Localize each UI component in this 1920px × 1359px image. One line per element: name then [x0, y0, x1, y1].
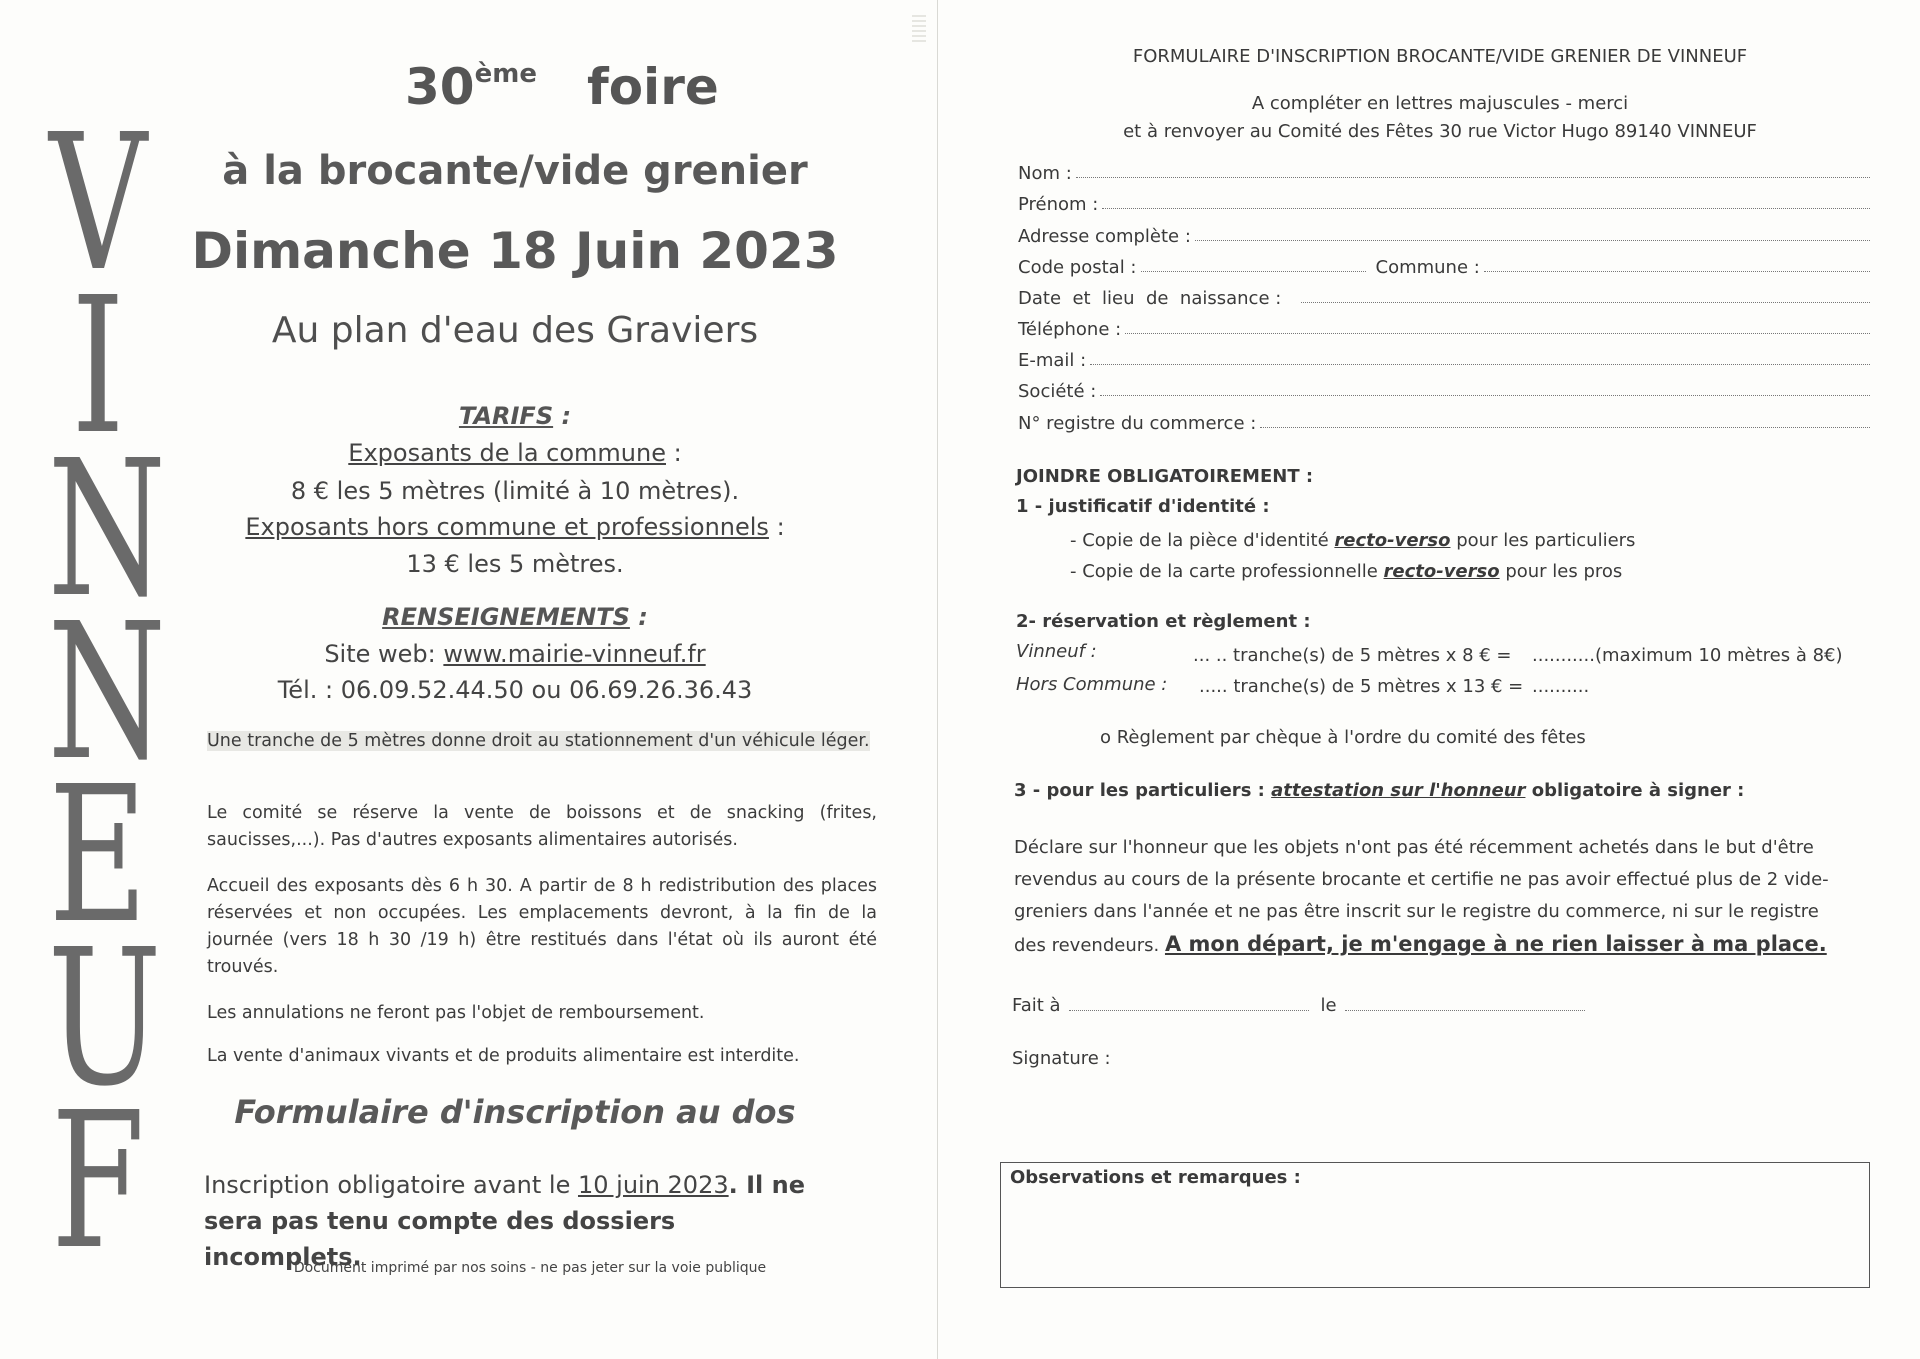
vertical-letter: E: [48, 746, 148, 965]
field-prenom[interactable]: [1018, 189, 1870, 215]
declaration: [1014, 832, 1854, 962]
renseignements-heading: [170, 603, 860, 631]
scan-artifact: [912, 12, 926, 42]
vinneuf-max[interactable]: ...........(maximum 10 mètres à 8€): [1532, 645, 1843, 666]
vertical-title: [28, 94, 168, 1291]
renseignements-heading-text: RENSEIGNEMENTS: [382, 603, 630, 631]
field-societe[interactable]: [1018, 376, 1870, 402]
field-societe-line[interactable]: [1100, 395, 1870, 396]
field-telephone[interactable]: [1018, 314, 1870, 340]
field-email[interactable]: [1018, 345, 1870, 371]
para-annulations: Les annulations ne feront pas l'objet de remboursement.: [207, 1003, 705, 1023]
section-1-heading: 1 - justificatif d'identité :: [1016, 496, 1270, 517]
fait-a-label: Fait à: [1012, 995, 1061, 1016]
tarifs-heading-text: TARIFS: [458, 402, 554, 430]
field-registre[interactable]: [1018, 408, 1870, 434]
observations-label: Observations et remarques :: [1010, 1167, 1301, 1188]
vertical-letter: U: [47, 909, 162, 1128]
bullet-carte-pro-emph: recto-verso: [1383, 561, 1500, 582]
vertical-letter: V: [49, 94, 147, 313]
bullet-carte-pro-suffix: pour les pros: [1499, 561, 1623, 582]
field-telephone-label: Téléphone :: [1018, 319, 1122, 340]
field-nom[interactable]: [1018, 158, 1870, 184]
edition-word: foire: [586, 58, 719, 116]
footer-note: Document imprimé par nos soins - ne pas jeter sur la voie publique: [293, 1260, 767, 1276]
field-code-postal[interactable]: [1018, 252, 1870, 278]
le-label: le: [1320, 995, 1337, 1016]
edition-suffix: ème: [474, 59, 537, 89]
section-3-suffix: obligatoire à signer :: [1525, 780, 1745, 801]
date-field[interactable]: [1345, 1010, 1585, 1011]
exposants-hors-label: Exposants hors commune et professionnels: [245, 513, 769, 541]
vertical-letter: N: [47, 583, 167, 802]
deadline-date: 10 juin 2023: [577, 1171, 729, 1199]
field-prenom-label: Prénom :: [1018, 194, 1099, 215]
field-adresse[interactable]: [1018, 221, 1870, 247]
fait-a-line: [1012, 995, 1585, 1016]
bullet-identite: [1070, 530, 1635, 551]
para-tranche: [207, 728, 877, 755]
bullet-carte-pro: [1070, 561, 1622, 582]
site-label: Site web:: [324, 640, 444, 668]
field-email-line[interactable]: [1090, 364, 1870, 365]
bullet-identite-emph: recto-verso: [1334, 530, 1451, 551]
declaration-text: Déclare sur l'honneur que les objets n'ont pas été récemment achetés dans le but d'être revendus au cours de la présente brocante et certifie ne pas avoir effectué plus de 2 vide-greniers dans l'année et ne pas être inscrit sur le registre du commerce, ni sur le registre des revendeurs.: [1014, 837, 1829, 956]
vinneuf-calc[interactable]: ... .. tranche(s) de 5 mètres x 8 € =: [1193, 645, 1512, 666]
field-commune-label: Commune :: [1375, 257, 1480, 278]
form-instruction-1: A compléter en lettres majuscules - merci: [1251, 93, 1629, 114]
tarifs-colon: :: [553, 402, 572, 430]
field-adresse-line[interactable]: [1195, 240, 1870, 241]
field-prenom-line[interactable]: [1102, 208, 1870, 209]
field-adresse-label: Adresse complète :: [1018, 226, 1191, 247]
exposants-hors: [170, 513, 860, 541]
field-naissance-line[interactable]: [1301, 302, 1870, 303]
form-title: FORMULAIRE D'INSCRIPTION BROCANTE/VIDE GRENIER DE VINNEUF: [1132, 46, 1748, 67]
renseignements-colon: :: [629, 603, 648, 631]
hors-commune-total[interactable]: ..........: [1532, 676, 1590, 697]
hors-commune-label: Hors Commune :: [1016, 674, 1168, 695]
form-on-back: Formulaire d'inscription au dos: [234, 1093, 796, 1131]
edition-heading: [405, 58, 719, 116]
bullet-identite-prefix: - Copie de la pièce d'identité: [1070, 530, 1335, 551]
section-3-heading: [1014, 780, 1744, 801]
field-registre-label: N° registre du commerce :: [1018, 413, 1257, 434]
event-subtitle: à la brocante/vide grenier: [222, 148, 808, 194]
signature-label: Signature :: [1012, 1048, 1111, 1069]
field-societe-label: Société :: [1018, 381, 1097, 402]
field-nom-label: Nom :: [1018, 163, 1072, 184]
event-location: Au plan d'eau des Graviers: [271, 310, 759, 351]
phone-numbers: Tél. : 06.09.52.44.50 ou 06.69.26.36.43: [277, 676, 753, 704]
exposants-commune-price: 8 € les 5 mètres (limité à 10 mètres).: [290, 477, 740, 505]
field-registre-line[interactable]: [1260, 427, 1870, 428]
field-commune-line[interactable]: [1484, 271, 1870, 272]
field-code-postal-label: Code postal :: [1018, 257, 1137, 278]
fait-a-field[interactable]: [1069, 1010, 1309, 1011]
para-accueil: Accueil des exposants dès 6 h 30. A partir de 8 h redistribution des places réservées et non occupées. Les emplacements devront, à la fin de la journée (vers 18 h 30 /19 h) être restitués dans l'état où ils auront été trouvés.: [207, 876, 877, 977]
vertical-letter: I: [71, 257, 125, 476]
vinneuf-label: Vinneuf :: [1016, 641, 1097, 662]
page-fold: [937, 0, 938, 1359]
deadline-prefix: Inscription obligatoire avant le: [204, 1171, 578, 1199]
deadline-notice: [204, 1167, 834, 1275]
section-2-heading: 2- réservation et règlement :: [1016, 611, 1311, 632]
exposants-commune: [170, 439, 860, 467]
hors-commune-calc[interactable]: ..... tranche(s) de 5 mètres x 13 € =: [1199, 676, 1524, 697]
field-naissance-label: Date et lieu de naissance :: [1018, 288, 1282, 309]
para-tranche-text: Une tranche de 5 mètres donne droit au stationnement d'un véhicule léger.: [207, 731, 870, 751]
field-naissance[interactable]: [1018, 283, 1870, 309]
field-email-label: E-mail :: [1018, 350, 1087, 371]
joindre-heading: JOINDRE OBLIGATOIREMENT :: [1016, 466, 1314, 487]
tarifs-heading: [170, 402, 860, 430]
field-nom-line[interactable]: [1076, 177, 1870, 178]
field-telephone-line[interactable]: [1125, 333, 1870, 334]
exposants-hors-price: 13 € les 5 mètres.: [406, 550, 624, 578]
bullet-carte-pro-prefix: - Copie de la carte professionnelle: [1070, 561, 1384, 582]
vertical-letter: F: [51, 1072, 145, 1291]
section-3-prefix: 3 - pour les particuliers :: [1014, 780, 1272, 801]
bullet-identite-suffix: pour les particuliers: [1450, 530, 1636, 551]
exposants-commune-colon: :: [666, 439, 682, 467]
para-animaux: La vente d'animaux vivants et de produits alimentaire est interdite.: [207, 1046, 800, 1066]
event-date: Dimanche 18 Juin 2023: [191, 222, 839, 280]
deadline-suffix: . Il ne sera pas tenu compte des dossiers incomplets.: [204, 1171, 805, 1271]
exposants-hors-colon: :: [768, 513, 785, 541]
exposants-commune-label: Exposants de la commune: [348, 439, 666, 467]
para-comite: Le comité se réserve la vente de boissons et de snacking (frites, saucisses,...). Pas d'autres exposants alimentaires autorisés.: [207, 803, 877, 850]
reglement-note: o Règlement par chèque à l'ordre du comité des fêtes: [1100, 727, 1586, 748]
field-code-postal-line[interactable]: [1141, 271, 1366, 272]
edition-number: 30: [405, 58, 475, 116]
site-web: [170, 640, 860, 668]
declaration-emph: A mon départ, je m'engage à ne rien laisser à ma place.: [1164, 932, 1827, 956]
form-instruction-2: et à renvoyer au Comité des Fêtes 30 rue Victor Hugo 89140 VINNEUF: [1123, 121, 1757, 142]
section-3-emph: attestation sur l'honneur: [1271, 780, 1526, 801]
vertical-letter: N: [47, 420, 167, 639]
site-link[interactable]: www.mairie-vinneuf.fr: [443, 640, 706, 668]
